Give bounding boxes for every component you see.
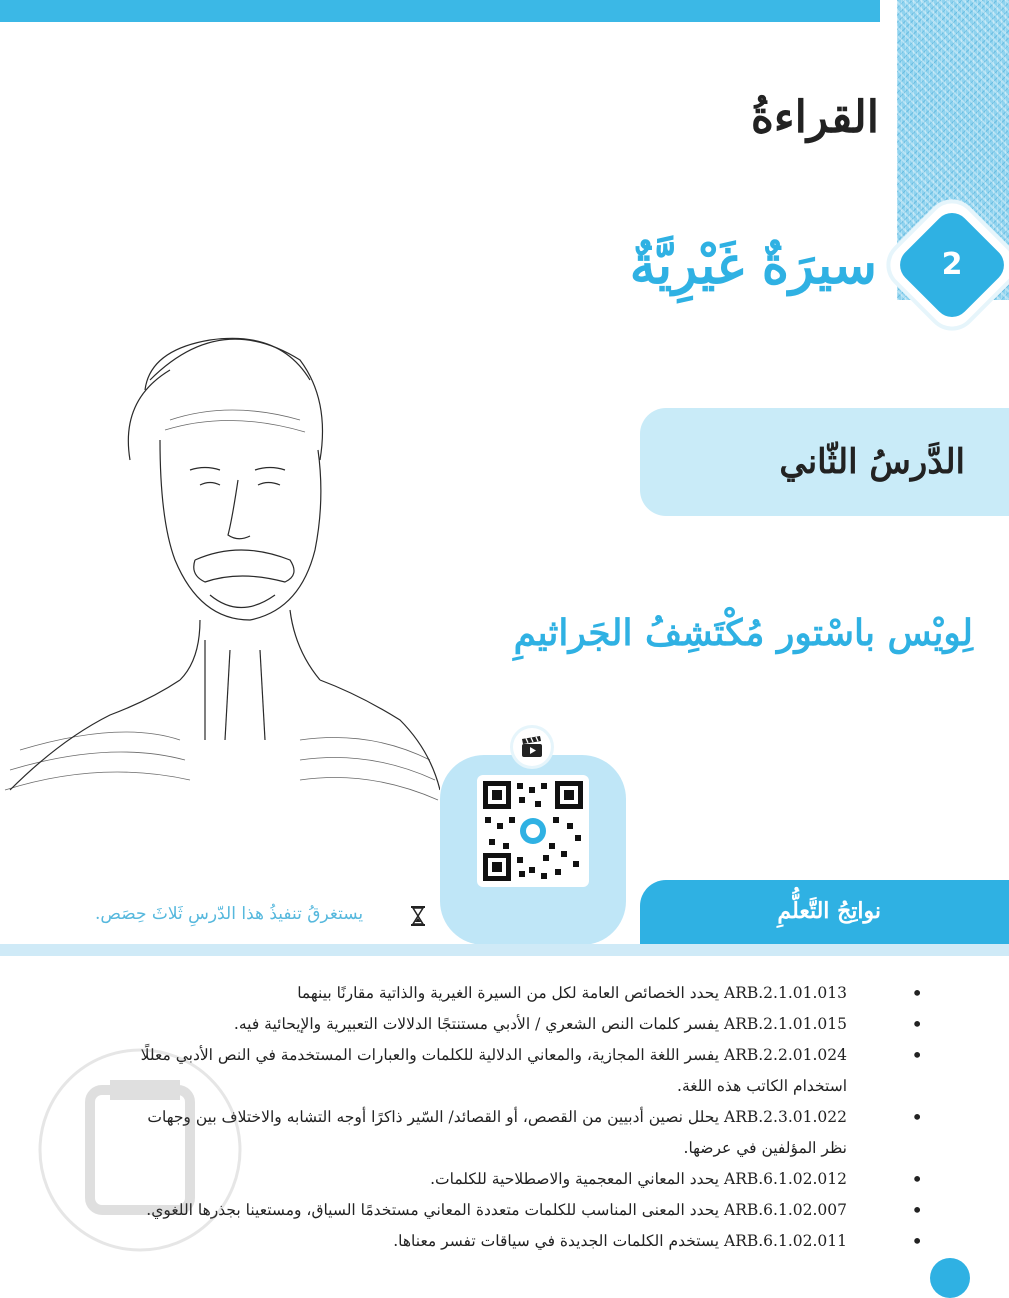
section-title: القراءةُ [750,92,879,143]
portrait-illustration [0,320,440,840]
qr-code-icon[interactable] [477,775,589,887]
section-divider [0,944,1009,956]
outcome-item: • ARB.6.1.02.007 يحدد المعنى المناسب للكلمات متعددة المعاني مستخدمًا السياق، ومستعينا بجذرها اللغوي. [119,1195,879,1226]
outcome-item: • ARB.2.3.01.022 يحلل نصين أدبيين من القصص، أو القصائد/ السّير ذاكرًا أوجه التشابه والاختلاف بين وجهات نظر المؤلفين في عرضها. [119,1102,879,1164]
outcome-item: • ARB.2.1.01.015 يفسر كلمات النص الشعري / الأدبي مستنتجًا الدلالات التعبيرية والإيحائية فيه. [119,1009,879,1040]
watermark-logo [0,1020,280,1260]
lesson-subject-title: لِويْس باسْتور مُكْتَشِفُ الجَراثيمِ [513,612,973,654]
video-clapper-icon[interactable] [513,728,551,766]
hourglass-icon [410,906,426,926]
lesson-duration-note: يستغرقُ تنفيذُ هذا الدّرسِ ثَلاثَ حِصَص. [95,904,364,924]
unit-title: سيرَةٌ غَيْرِيَّةٌ [629,235,877,296]
lesson-title: الدَّرسُ الثّاني [779,442,965,482]
outcome-item: • ARB.2.1.01.013 يحدد الخصائص العامة لكل من السيرة الغيرية والذاتية مقارنًا بينهما [119,978,879,1009]
top-accent-bar [0,0,880,22]
unit-number: 2 [941,247,963,282]
page-corner-marker [930,1258,970,1298]
outcome-item: • ARB.6.1.02.012 يحدد المعاني المعجمية والاصطلاحية للكلمات. [119,1164,879,1195]
outcome-item: • ARB.2.2.01.024 يفسر اللغة المجازية، والمعاني الدلالية للكلمات والعبارات المستخدمة في النص الأدبي معللًا استخدام الكاتب هذه اللغة. [119,1040,879,1102]
outcome-item: • ARB.6.1.02.011 يستخدم الكلمات الجديدة في سياقات تفسر معناها. [119,1226,879,1257]
learning-outcomes-title: نواتِجُ التَّعلُّمِ [777,898,881,924]
